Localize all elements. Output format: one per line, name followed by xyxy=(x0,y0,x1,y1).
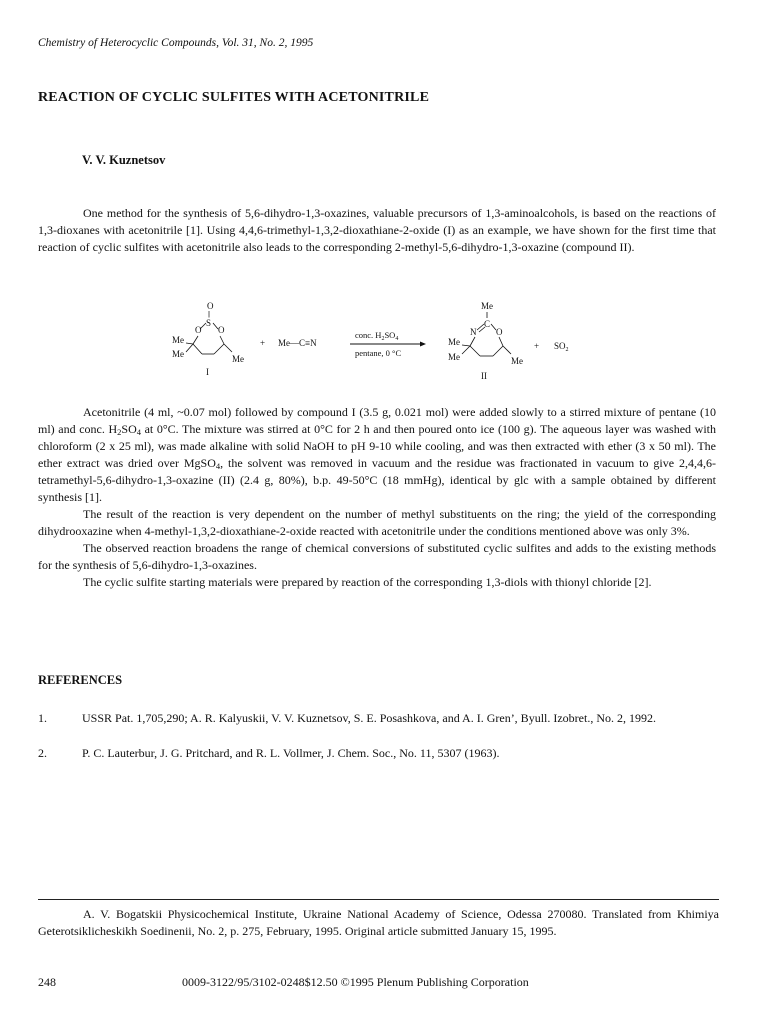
scheme-me-3: Me xyxy=(232,354,244,364)
scheme-me-top: Me xyxy=(481,301,493,311)
compound-I-label: I xyxy=(206,367,209,377)
journal-header: Chemistry of Heterocyclic Compounds, Vol. 31, No. 2, 1995 xyxy=(38,37,314,49)
scheme-c: C xyxy=(484,319,491,329)
scheme-me-II-2: Me xyxy=(448,352,460,362)
body-text xyxy=(38,404,716,591)
arrow-condition-top: conc. $H_2SO_4$ xyxy=(355,330,399,342)
procedure-paragraph: Acetonitrile (4 ml, ~0.07 mol) followed by compound I (3.5 g, 0.021 mol) were added slowly to a stirred mixture of pentane (10 ml) and conc. $H_2SO_4$ at 0°C. The mixture was stirred at 0°C for 2 h and then poured onto ice (100 g). The aqueous layer was washed with chloroform (2 x 25 ml), was made alkaline with solid NaOH to pH 9-10 while cooling, and was then extracted with ether (3 x 50 ml). The ether extract was dried over MgSO$_4$, the solvent was removed in vacuum and the residue was fractionated in vacuum to give 2,4,4,6-tetramethyl-5,6-dihydro-1,3-oxazine (II) (2.4 g, 80%), b.p. 49-50°C (18 mmHg), identical by glc with a sample obtained by different synthesis [1]. xyxy=(38,405,717,504)
scheme-me-II-1: Me xyxy=(448,337,460,347)
reference-number: 1. xyxy=(38,711,47,725)
scheme-o-top: O xyxy=(207,301,214,311)
scheme-ring-o-left: O xyxy=(195,325,202,335)
compound-I-structure xyxy=(172,301,244,377)
issn-line: 0009-3122/95/3102-0248$12.50 ©1995 Plenum Publishing Corporation xyxy=(182,975,529,989)
compound-II-label: II xyxy=(481,371,487,380)
reaction-scheme xyxy=(150,300,620,380)
scheme-n: N xyxy=(470,327,477,337)
author-name: V. V. Kuznetsov xyxy=(82,153,166,167)
scheme-plus-2: + xyxy=(534,341,540,351)
reference-number: 2. xyxy=(38,746,47,760)
intro-text: One method for the synthesis of 5,6-dihydro-1,3-oxazines, valuable precursors of 1,3-aminoalcohols, is based on the reactions of 1,3-dioxanes with acetonitrile [1]. Using 4,4,6-trimethyl-1,3,2-dioxathiane-2-oxide (I) as an example, we have shown for the first time that reaction of cyclic sulfites with acetonitrile also leads to the corresponding 2-methyl-5,6-dihydro-1,3-oxazine (compound II). xyxy=(38,206,716,254)
scheme-me-II-3: Me xyxy=(511,356,523,366)
page-number: 248 xyxy=(38,975,56,989)
arrow-condition-bottom: pentane, 0 °C xyxy=(355,348,402,358)
reference-text: USSR Pat. 1,705,290; A. R. Kalyuskii, V. V. Kuznetsov, S. E. Posashkova, and A. I. Gren’, Byull. Izobret., No. 2, 1992. xyxy=(82,711,657,725)
conclusion-paragraph: The observed reaction broadens the range of chemical conversions of substituted cyclic sulfites and adds to the existing methods for the synthesis of 5,6-dihydro-1,3-oxazines. xyxy=(38,541,716,572)
scheme-acetonitrile: Me—C≡N xyxy=(278,338,317,348)
scheme-me-2: Me xyxy=(172,349,184,359)
scheme-ring-o-right: O xyxy=(218,325,225,335)
footnote-text: A. V. Bogatskii Physicochemical Institute, Ukraine National Academy of Science, Odessa 270080. Translated from Khimiya Geterotsiklicheskikh Soedinenii, No. 2, p. 275, February, 1995. Original article submitted January 15, 1995. xyxy=(38,907,719,938)
reference-text: P. C. Lauterbur, J. G. Pritchard, and R. L. Vollmer, J. Chem. Soc., No. 11, 5307 (1963). xyxy=(82,746,500,760)
article-title: REACTION OF CYCLIC SULFITES WITH ACETONITRILE xyxy=(38,90,430,105)
footnote xyxy=(38,906,719,940)
reference-item xyxy=(38,710,718,727)
reaction-arrow xyxy=(350,330,426,358)
scheme-double-bond: || xyxy=(207,310,211,318)
intro-paragraph xyxy=(38,205,716,256)
scheme-s: S xyxy=(206,318,212,328)
reference-item xyxy=(38,745,718,762)
starting-materials-paragraph: The cyclic sulfite starting materials were prepared by reaction of the corresponding 1,3-diols with thionyl chloride [2]. xyxy=(83,575,652,589)
scheme-me-1: Me xyxy=(172,335,184,345)
scheme-ring-o-II: O xyxy=(496,327,503,337)
result-paragraph: The result of the reaction is very dependent on the number of methyl substituents on the ring; the yield of the corresponding dihydrooxazine when 4-methyl-1,3,2-dioxathiane-2-oxide reacted with acetonitrile under the conditions mentioned above was only 3%. xyxy=(38,507,716,538)
compound-II-structure xyxy=(448,301,523,380)
footnote-divider xyxy=(38,899,719,900)
scheme-plus-1: + xyxy=(260,338,266,348)
scheme-so2: $SO_2$ xyxy=(554,341,569,353)
references-heading: REFERENCES xyxy=(38,673,123,687)
